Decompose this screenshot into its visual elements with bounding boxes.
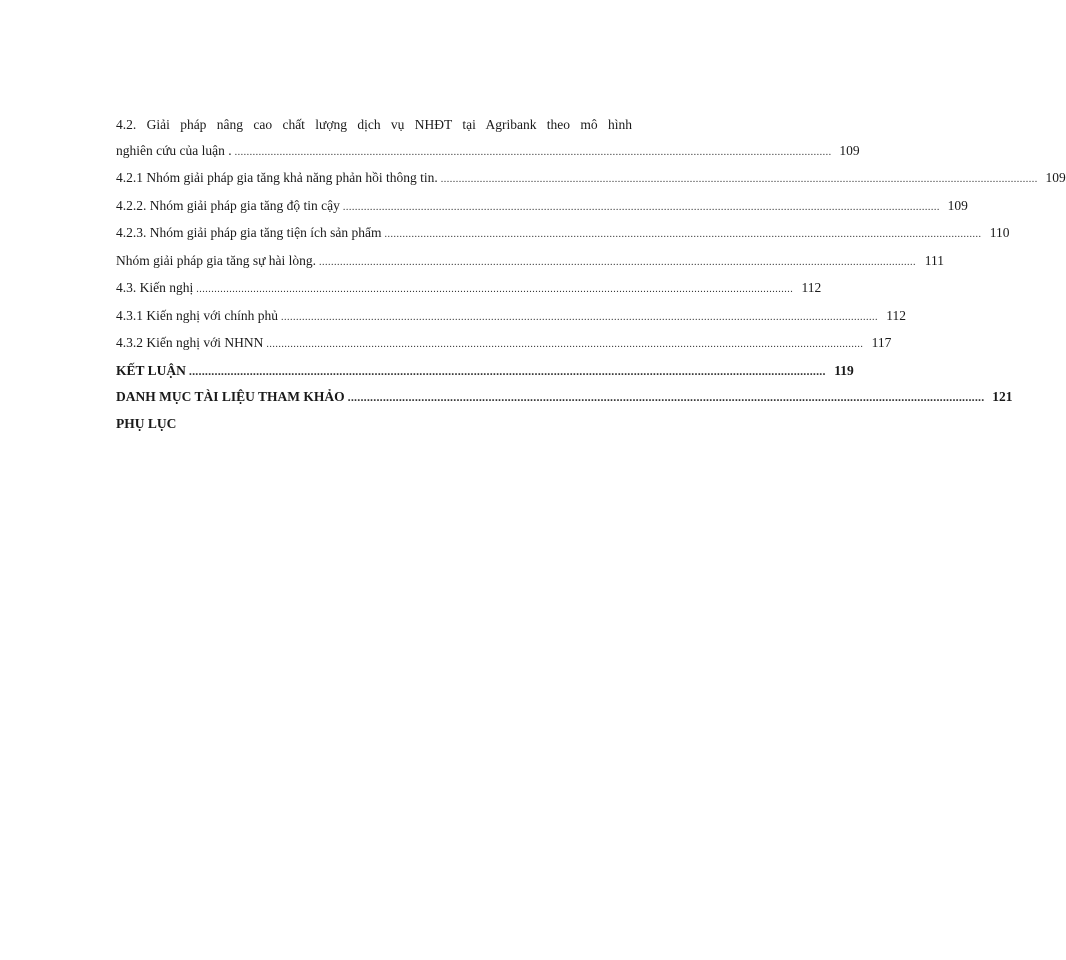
toc-entry-text: 4.3.2 Kiến nghị với NHNN [116, 335, 264, 350]
toc-entry-text: DANH MỤC TÀI LIỆU THAM KHẢO [116, 389, 345, 404]
toc-entry[interactable] [116, 193, 968, 221]
toc-page-number: 111 [924, 252, 945, 268]
toc-entry-text: 4.2.2. Nhóm giải pháp gia tăng độ tin cậy [116, 197, 340, 213]
toc-entry-text: 4.2.1 Nhóm giải pháp gia tăng khả năng phản hồi thông tin. [116, 170, 438, 185]
toc-entry-text: 4.3. Kiến nghị [116, 280, 194, 295]
toc-entry-text: PHỤ LỤC [116, 415, 177, 431]
toc-entry-references[interactable] [116, 384, 1013, 411]
toc-page-number: 110 [989, 225, 1010, 240]
toc-entry-text: KẾT LUẬN [116, 362, 186, 378]
toc-page-number: 109 [1045, 170, 1066, 185]
toc-entry-text: 4.3.1 Kiến nghị với chính phủ [116, 307, 278, 323]
toc-page-number: 112 [886, 307, 906, 323]
dot-leader: ....................................................................................................................................................................................................... [384, 229, 982, 240]
toc-entry-appendix[interactable] [116, 411, 632, 437]
dot-leader: ....................................................................................................................................................................................................... [342, 201, 940, 213]
toc-entry[interactable] [116, 220, 1010, 248]
toc-page-number: 121 [992, 389, 1013, 404]
toc-entry-conclusion[interactable] [116, 358, 854, 385]
toc-entry-text: Nhóm giải pháp gia tăng sự hài lòng. [116, 252, 317, 268]
toc-page-number: 109 [839, 142, 860, 158]
table-of-contents [116, 112, 1066, 436]
toc-entry[interactable] [116, 165, 1066, 193]
toc-page-number: 112 [801, 280, 822, 295]
dot-leader: ....................................................................................................................................................................................................... [440, 174, 1038, 185]
dot-leader: ....................................................................................................................................................................................................... [234, 146, 832, 158]
toc-page-number: 119 [834, 362, 854, 378]
dot-leader: ....................................................................................................................................................................................................... [319, 256, 917, 268]
toc-entry-text-line-1: 4.2. Giải pháp nâng cao chất lượng dịch vụ NHĐT tại Agribank theo mô hình [116, 117, 632, 132]
dot-leader: ....................................................................................................................................................................................................... [281, 311, 878, 323]
toc-entry[interactable] [116, 330, 892, 358]
dot-leader: ....................................................................................................................................................................................................... [188, 363, 826, 378]
toc-entry[interactable] [116, 275, 822, 303]
dot-leader: ....................................................................................................................................................................................................... [347, 390, 985, 404]
toc-entry[interactable] [116, 303, 906, 331]
dot-leader: ....................................................................................................................................................................................................... [266, 339, 864, 350]
dot-leader: ....................................................................................................................................................................................................... [196, 284, 794, 295]
toc-entry[interactable] [116, 112, 860, 165]
toc-page-number: 109 [947, 197, 968, 213]
toc-page-number: 117 [871, 335, 892, 350]
toc-entry-text-line-2: nghiên cứu của luận . [116, 142, 232, 158]
toc-entry[interactable] [116, 248, 945, 276]
toc-entry-text: 4.2.3. Nhóm giải pháp gia tăng tiện ích sản phẩm [116, 225, 382, 240]
